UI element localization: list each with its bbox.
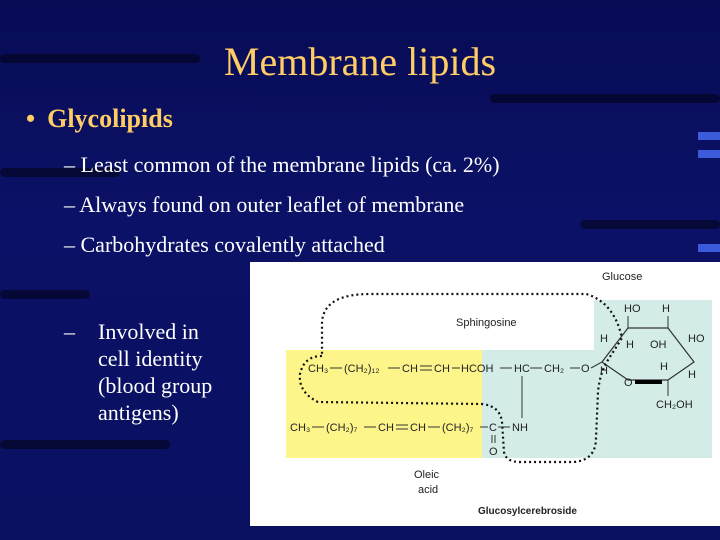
- subpoint-2: – Always found on outer leaflet of membrane: [64, 192, 465, 217]
- subpoint-1: – Least common of the membrane lipids (ca. 2%): [64, 152, 500, 177]
- chem-group: CH₃: [290, 422, 311, 434]
- chem-group: CH: [378, 422, 394, 434]
- ring-atom: O: [624, 377, 633, 389]
- subpoint-4-line: antigens): [98, 400, 179, 425]
- chem-group: CH: [410, 422, 426, 434]
- chem-group: HC: [514, 363, 530, 375]
- chem-group: (CH₂)₇: [442, 422, 474, 434]
- decorative-accent: [698, 244, 720, 252]
- glucosylcerebroside-figure: [250, 262, 720, 526]
- subpoint-4-line: (blood group: [98, 373, 213, 398]
- chem-group: O: [489, 446, 498, 458]
- figure-caption: Glucosylcerebroside: [478, 506, 577, 517]
- chem-group: CH₃: [308, 363, 329, 375]
- ring-atom: HO: [688, 333, 705, 345]
- bullet-text: Glycolipids: [47, 104, 173, 133]
- chem-group: O: [581, 363, 590, 375]
- decorative-accent: [698, 150, 720, 158]
- decorative-stripe: [490, 94, 720, 103]
- decorative-accent: [698, 132, 720, 140]
- ring-atom: HO: [624, 303, 641, 315]
- chem-group: CH: [434, 363, 450, 375]
- decorative-stripe: [0, 290, 90, 299]
- chem-group: NH: [512, 422, 528, 434]
- chem-group: CH₂: [544, 363, 565, 375]
- ring-atom: H: [660, 361, 668, 373]
- ring-atom: H: [688, 369, 696, 381]
- ring-atom: H: [600, 333, 608, 345]
- bullet-heading: [26, 104, 173, 134]
- glucose-label: Glucose: [602, 271, 643, 283]
- chem-group: HCOH: [461, 363, 494, 375]
- ring-atom: H: [626, 339, 634, 351]
- chem-group: CH: [402, 363, 418, 375]
- decorative-stripe: [0, 440, 170, 449]
- ring-atom: CH₂OH: [656, 399, 693, 411]
- subpoint-4-line: cell identity: [98, 346, 203, 371]
- acid-label: acid: [418, 484, 439, 496]
- ring-atom: OH: [650, 339, 667, 351]
- oleic-label: Oleic: [414, 469, 440, 481]
- chem-group: C: [489, 422, 497, 434]
- subpoint-3: – Carbohydrates covalently attached: [64, 232, 385, 257]
- slide-title: Membrane lipids: [223, 39, 497, 84]
- ring-atom: H: [662, 303, 670, 315]
- chem-group: (CH₂)₇: [326, 422, 358, 434]
- subpoint-4-line: Involved in: [98, 319, 199, 344]
- structure-diagram: [250, 262, 720, 526]
- ring-atom: H: [600, 365, 608, 377]
- subpoint-4-dash: –: [64, 319, 75, 344]
- decorative-stripe: [580, 220, 720, 229]
- bullet-dot: •: [26, 104, 36, 133]
- sphingosine-label: Sphingosine: [456, 317, 517, 329]
- sphingosine-region: [482, 350, 594, 458]
- chem-group: (CH₂)₁₂: [344, 363, 380, 375]
